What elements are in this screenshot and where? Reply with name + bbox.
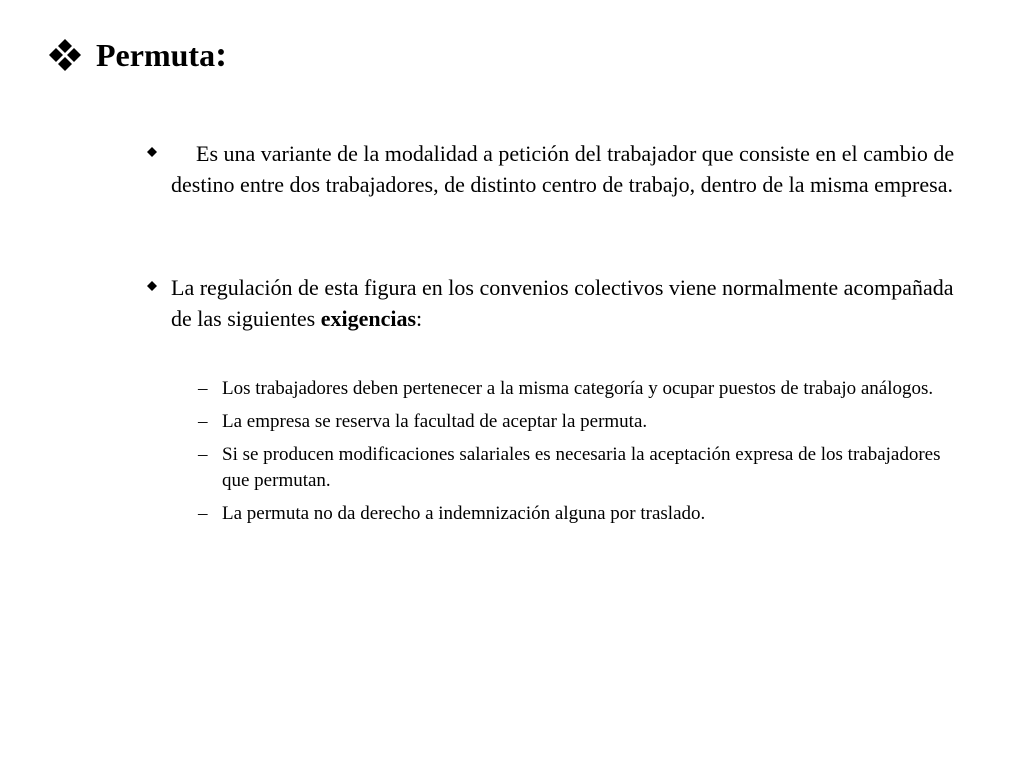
bullet-item-regulation [146,272,966,334]
bullet-item-definition [146,138,966,200]
bullet-text: La regulación de esta figura en los convenios colectivos viene normalmente acompañada de las siguientes exigencias: [171,275,954,331]
list-item: – La permuta no da derecho a indemnización alguna por traslado. [198,501,958,527]
page-title: Permuta: [96,34,228,74]
dash-marker: – [198,444,208,465]
list-item: – Los trabajadores deben pertenecer a la misma categoría y ocupar puestos de trabajo análogos. [198,376,958,402]
emphasis-text: exigencias [320,306,417,331]
dash-marker: – [198,411,208,432]
four-diamond-bullet-icon [48,38,82,72]
diamond-bullet-icon [146,280,158,292]
diamond-bullet-icon [146,146,158,158]
dash-marker: – [198,503,208,524]
list-item: – La empresa se reserva la facultad de aceptar la permuta. [198,409,958,435]
slide-title [48,30,227,79]
requirements-list [198,376,958,534]
list-item: – Si se producen modificaciones salariales es necesaria la aceptación expresa de los trabajadores que permutan. [198,444,941,491]
bullet-text: Es una variante de la modalidad a petición del trabajador que consiste en el cambio de destino entre dos trabajadores, de distinto centro de trabajo, dentro de la misma empresa. [171,141,955,197]
dash-marker: – [198,378,208,399]
